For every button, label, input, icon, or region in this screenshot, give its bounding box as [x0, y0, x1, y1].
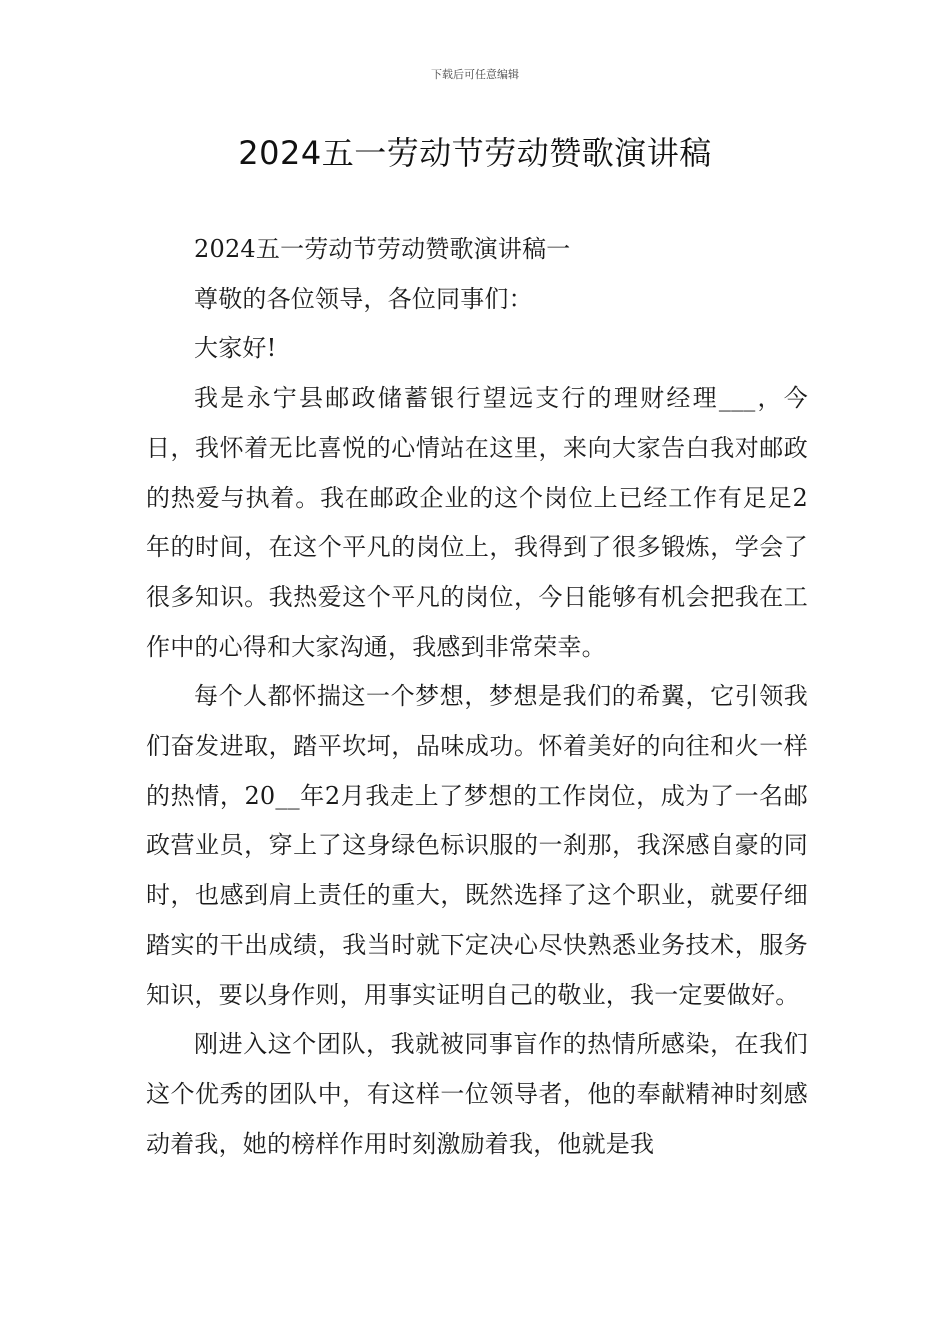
paragraph: 我是永宁县邮政储蓄银行望远支行的理财经理___，今日，我怀着无比喜悦的心情站在这里，来向大家告白我对邮政的热爱与执着。我在邮政企业的这个岗位上已经工作有足足2年的时间，在这个平凡的岗位上，我得到了很多锻炼，学会了很多知识。我热爱这个平凡的岗位，今日能够有机会把我在工作中的心得和大家沟通，我感到非常荣幸。 — [146, 384, 808, 661]
header-note: 下载后可任意编辑 — [431, 68, 519, 81]
document-body — [146, 225, 808, 1169]
paragraph-salutation: 尊敬的各位领导，各位同事们： — [194, 284, 533, 313]
paragraph: 每个人都怀揣这一个梦想，梦想是我们的希翼，它引领我们奋发进取，踏平坎坷，品味成功。怀着美好的向往和火一样的热情，20__年2月我走上了梦想的工作岗位，成为了一名邮政营业员，穿上了这身绿色标识服的一刹那，我深感自豪的同时，也感到肩上责任的重大，既然选择了这个职业，就要仔细踏实的干出成绩，我当时就下定决心尽快熟悉业务技术，服务知识，要以身作则，用事实证明自己的敬业，我一定要做好。 — [146, 682, 808, 1009]
paragraph-greeting: 大家好! — [194, 334, 277, 363]
document-title: 2024五一劳动节劳动赞歌演讲稿 — [238, 134, 712, 172]
paragraph: 刚进入这个团队，我就被同事盲作的热情所感染，在我们这个优秀的团队中，有这样一位领导者，他的奉献精神时刻感动着我，她的榜样作用时刻激励着我，他就是我 — [146, 1030, 808, 1158]
paragraph-subtitle: 2024五一劳动节劳动赞歌演讲稿一 — [194, 235, 571, 263]
